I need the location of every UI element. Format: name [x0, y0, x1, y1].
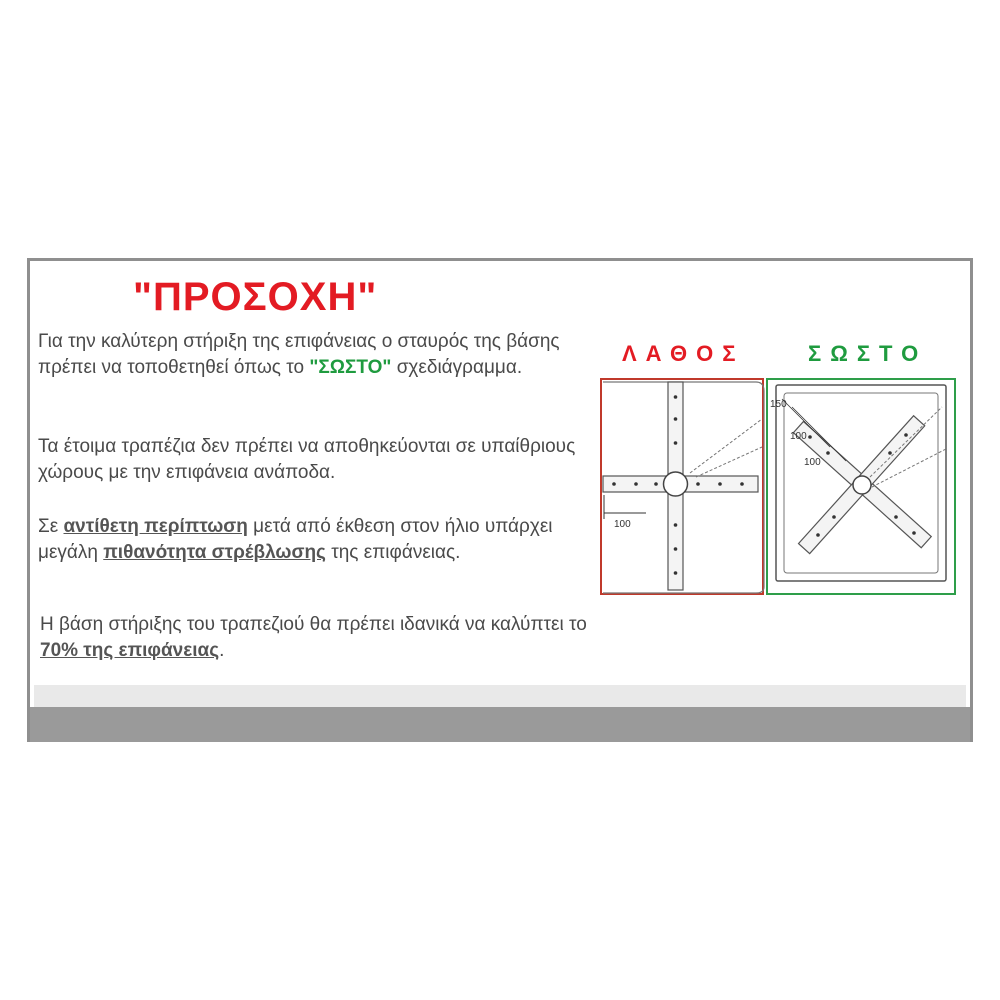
paragraph-warping [38, 514, 608, 566]
wrong-hub [664, 472, 688, 496]
footer-band-light [34, 685, 966, 707]
paragraph-cross-placement [38, 329, 608, 381]
paragraph-storage: Τα έτοιμα τραπέζια δεν πρέπει να αποθηκεύονται σε υπαίθριους χώρους με την επιφάνεια ανάποδα. [38, 436, 576, 483]
p4-emphasis-coverage: 70% της επιφάνειας [40, 640, 220, 661]
wrong-label: ΛΑΘΟΣ [622, 341, 745, 366]
right-label: ΣΩΣΤΟ [808, 341, 928, 366]
paragraph-coverage [40, 612, 610, 664]
notice-title: "ΠΡΟΣΟΧΗ" [133, 275, 378, 319]
p3-emphasis-opposite-case: αντίθετη περίπτωση [63, 516, 248, 537]
p3-part3: της επιφάνειας. [325, 542, 461, 563]
p3-part1: Σε [38, 516, 64, 537]
right-hub [853, 476, 871, 494]
wrong-diagram [600, 377, 766, 597]
right-dimension-100-a: 100 [790, 431, 807, 442]
p3-emphasis-warping: πιθανότητα στρέβλωσης [103, 542, 326, 563]
p1-text-after: σχεδιάγραμμα. [391, 357, 523, 378]
p4-part1: Η βάση στήριξης του τραπεζιού θα πρέπει ιδανικά να καλύπτει το [40, 614, 587, 635]
p4-part2: . [219, 640, 225, 661]
p3-part2: μετά από έκθεση στον ήλιο υπάρχει μεγάλη [38, 516, 553, 563]
wrong-dimension-label: 100 [614, 519, 631, 530]
right-dimension-100-b: 100 [804, 457, 821, 468]
right-dimension-150: 150 [770, 399, 787, 410]
p1-text-before: Για την καλύτερη στήριξη της επιφάνειας ο σταυρός της βάσης πρέπει να τοποθετηθεί όπως το [38, 331, 560, 378]
right-diagram [766, 377, 958, 597]
p1-correct-highlight: "ΣΩΣΤΟ" [309, 357, 392, 378]
notice-panel [27, 258, 973, 742]
footer-band-dark [30, 707, 970, 742]
